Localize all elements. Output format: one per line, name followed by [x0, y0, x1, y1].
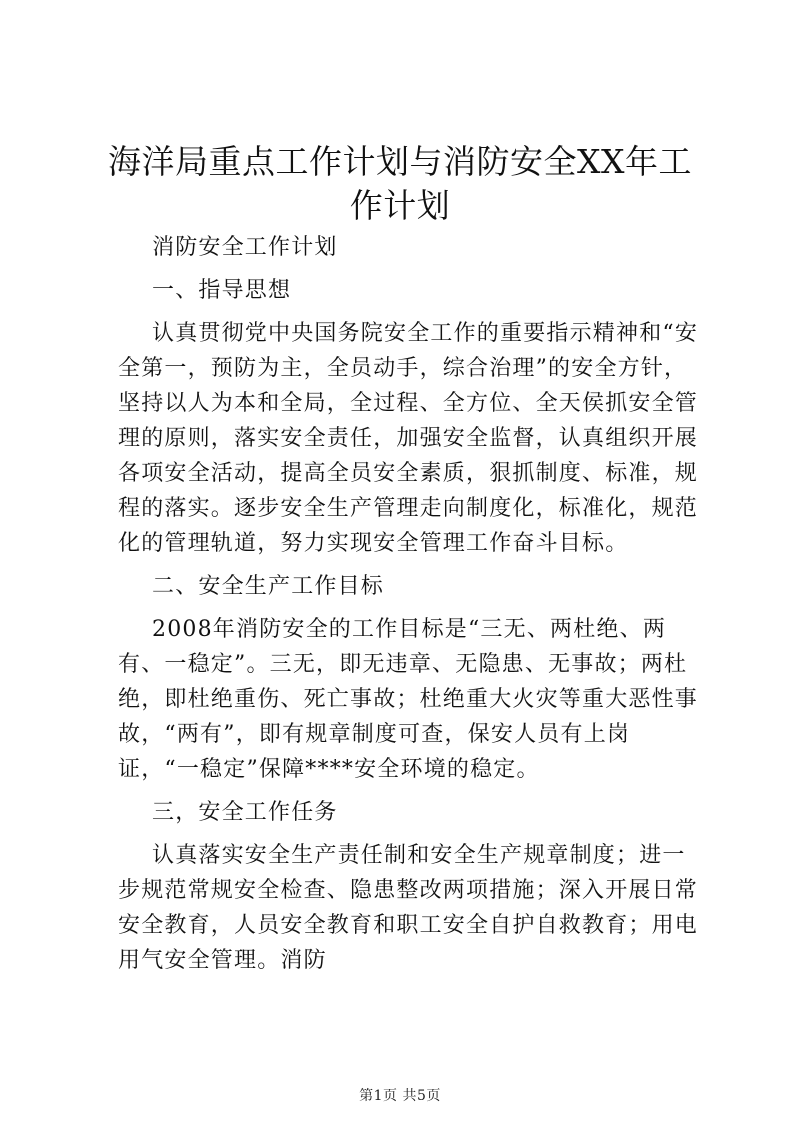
- document-title: 海洋局重点工作计划与消防安全XX年工作计划: [108, 142, 692, 225]
- section-heading-fire-safety-plan: 消防安全工作计划: [152, 235, 338, 260]
- section-heading-work-goals: 二、安全生产工作目标: [152, 574, 385, 599]
- page-number-footer: 第1页 共5页: [359, 1088, 441, 1104]
- paragraph-work-tasks: 认真落实安全生产责任制和安全生产规章制度；进一步规范常规安全检查、隐患整改两项措施；深入开展日常安全教育，人员安全教育和职工安全自护自救教育；用电用气安全管理。消防: [118, 843, 699, 973]
- section-heading-guiding-ideology: 一、指导思想: [152, 278, 292, 303]
- paragraph-guiding-ideology: 认真贯彻党中央国务院安全工作的重要指示精神和“安全第一，预防为主，全员动手，综合治理”的安全方针，坚持以人为本和全局，全过程、全方位、全天侯抓安全管理的原则，落实安全责任，加强安全监督，认真组织开展各项安全活动，提高全员安全素质，狠抓制度、标准，规程的落实。逐步安全生产管理走向制度化，标准化，规范化的管理轨道，努力实现安全管理工作奋斗目标。: [118, 321, 699, 556]
- section-heading-work-tasks: 三，安全工作任务: [152, 800, 338, 825]
- document-body: [118, 230, 702, 986]
- paragraph-work-goals: 2008年消防安全的工作目标是“三无、两杜绝、两有、一稳定”。三无，即无违章、无隐患、无事故；两杜绝，即杜绝重伤、死亡事故；杜绝重大火灾等重大恶性事故，“两有”，即有规章制度可查，保安人员有上岗证，“一稳定”保障****安全环境的稳定。: [118, 617, 699, 782]
